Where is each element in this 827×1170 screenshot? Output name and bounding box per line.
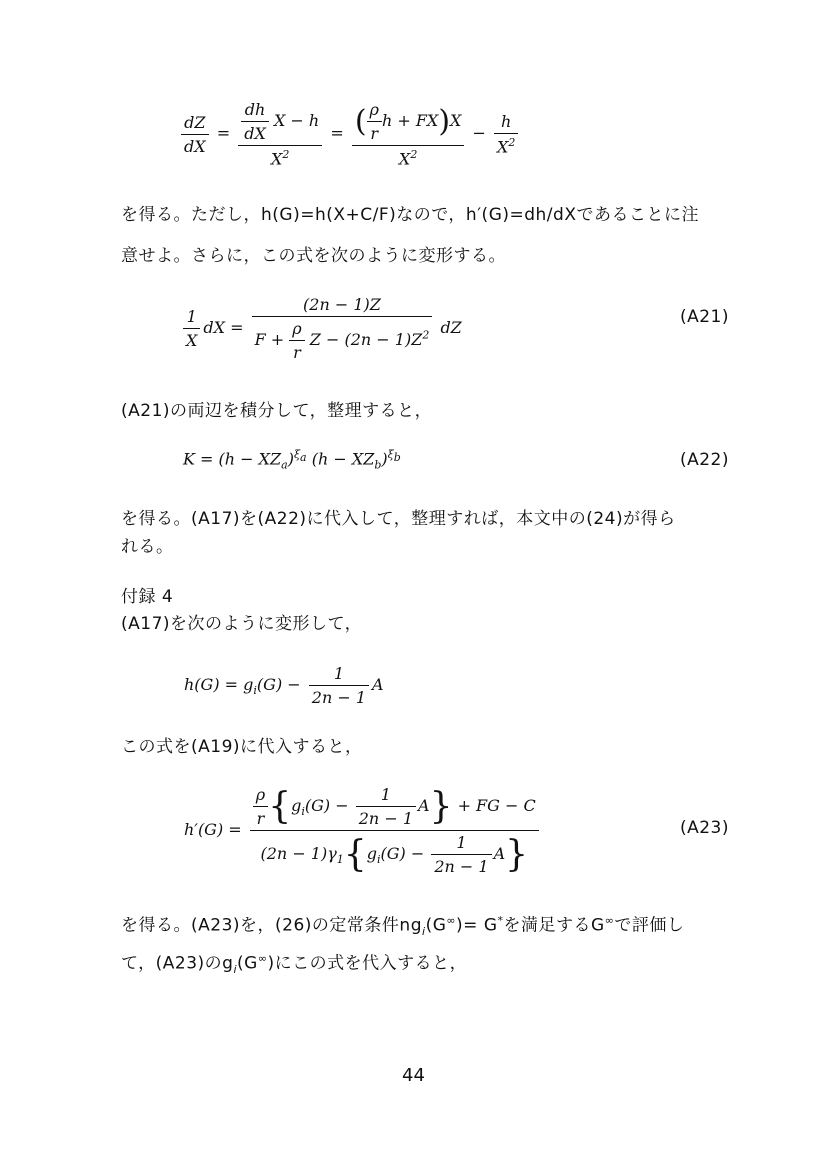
paragraph-line: を得る。(A17)を(A22)に代入して，整理すれば，本文中の(24)が得ら [121,509,676,529]
equation-a22: $K = (h - XZ_a)^{\xi_a}$ $(h - XZ_b)^{\xi_b}$ [183,448,401,472]
section-heading: 付録 4 [121,587,174,607]
paragraph-line: この式を(A19)に代入すると， [121,737,363,757]
equation-label: (A22) [679,450,729,470]
paragraph-line: れる。 [121,537,174,557]
equation-label: (A21) [679,307,729,327]
equation-a23: h′(G) = $\frac{\rho}{r}$ {$g_i(G)$ − $\frac{1}{2n - 1}$ A} + FG − C $(2n - 1)\gamma_1\{g_i(G)$ − $\frac{1}{2n - 1}$ A} [184,785,542,876]
paragraph-line: を得る。(A23)を，(26)の定常条件$ng_i(G^\infty)= G^*$を満足するG∞で評価し [121,914,685,939]
paragraph-line: を得る。ただし，h(G)=h(X+C/F)なので，h′(G)=dh/dXであることに注 [121,205,699,225]
paragraph-line: て，(A23)の$g_i(G^\infty)$にこの式を代入すると， [121,952,468,977]
paragraph-line: (A21)の両辺を積分して，整理すると， [121,401,433,421]
paragraph-line: (A17)を次のように変形して， [121,614,363,634]
equation-a21: $\frac{1}{X}$ dX = (2n − 1)Z F + $\frac{\rho}{r}$ $Z - (2n - 1)Z^2$ dZ [180,295,462,362]
equation-dz-dx: $\frac{dZ}{dX}$ = $\frac{dh}{dX}$ X − h $X^2$ = ( $\frac{\rho}{r}$ h + FX)X $X^2$ − $\frac{h}{X^2}$ [178,100,521,168]
equation-label: (A23) [679,818,729,838]
paragraph-line: 意せよ。さらに，この式を次のように変形する。 [121,246,506,266]
page-number: 44 [402,1065,425,1086]
equation-h-of-g: $h(G) = g_i(G)$ − $\frac{1}{2n - 1}$ A [184,664,384,707]
